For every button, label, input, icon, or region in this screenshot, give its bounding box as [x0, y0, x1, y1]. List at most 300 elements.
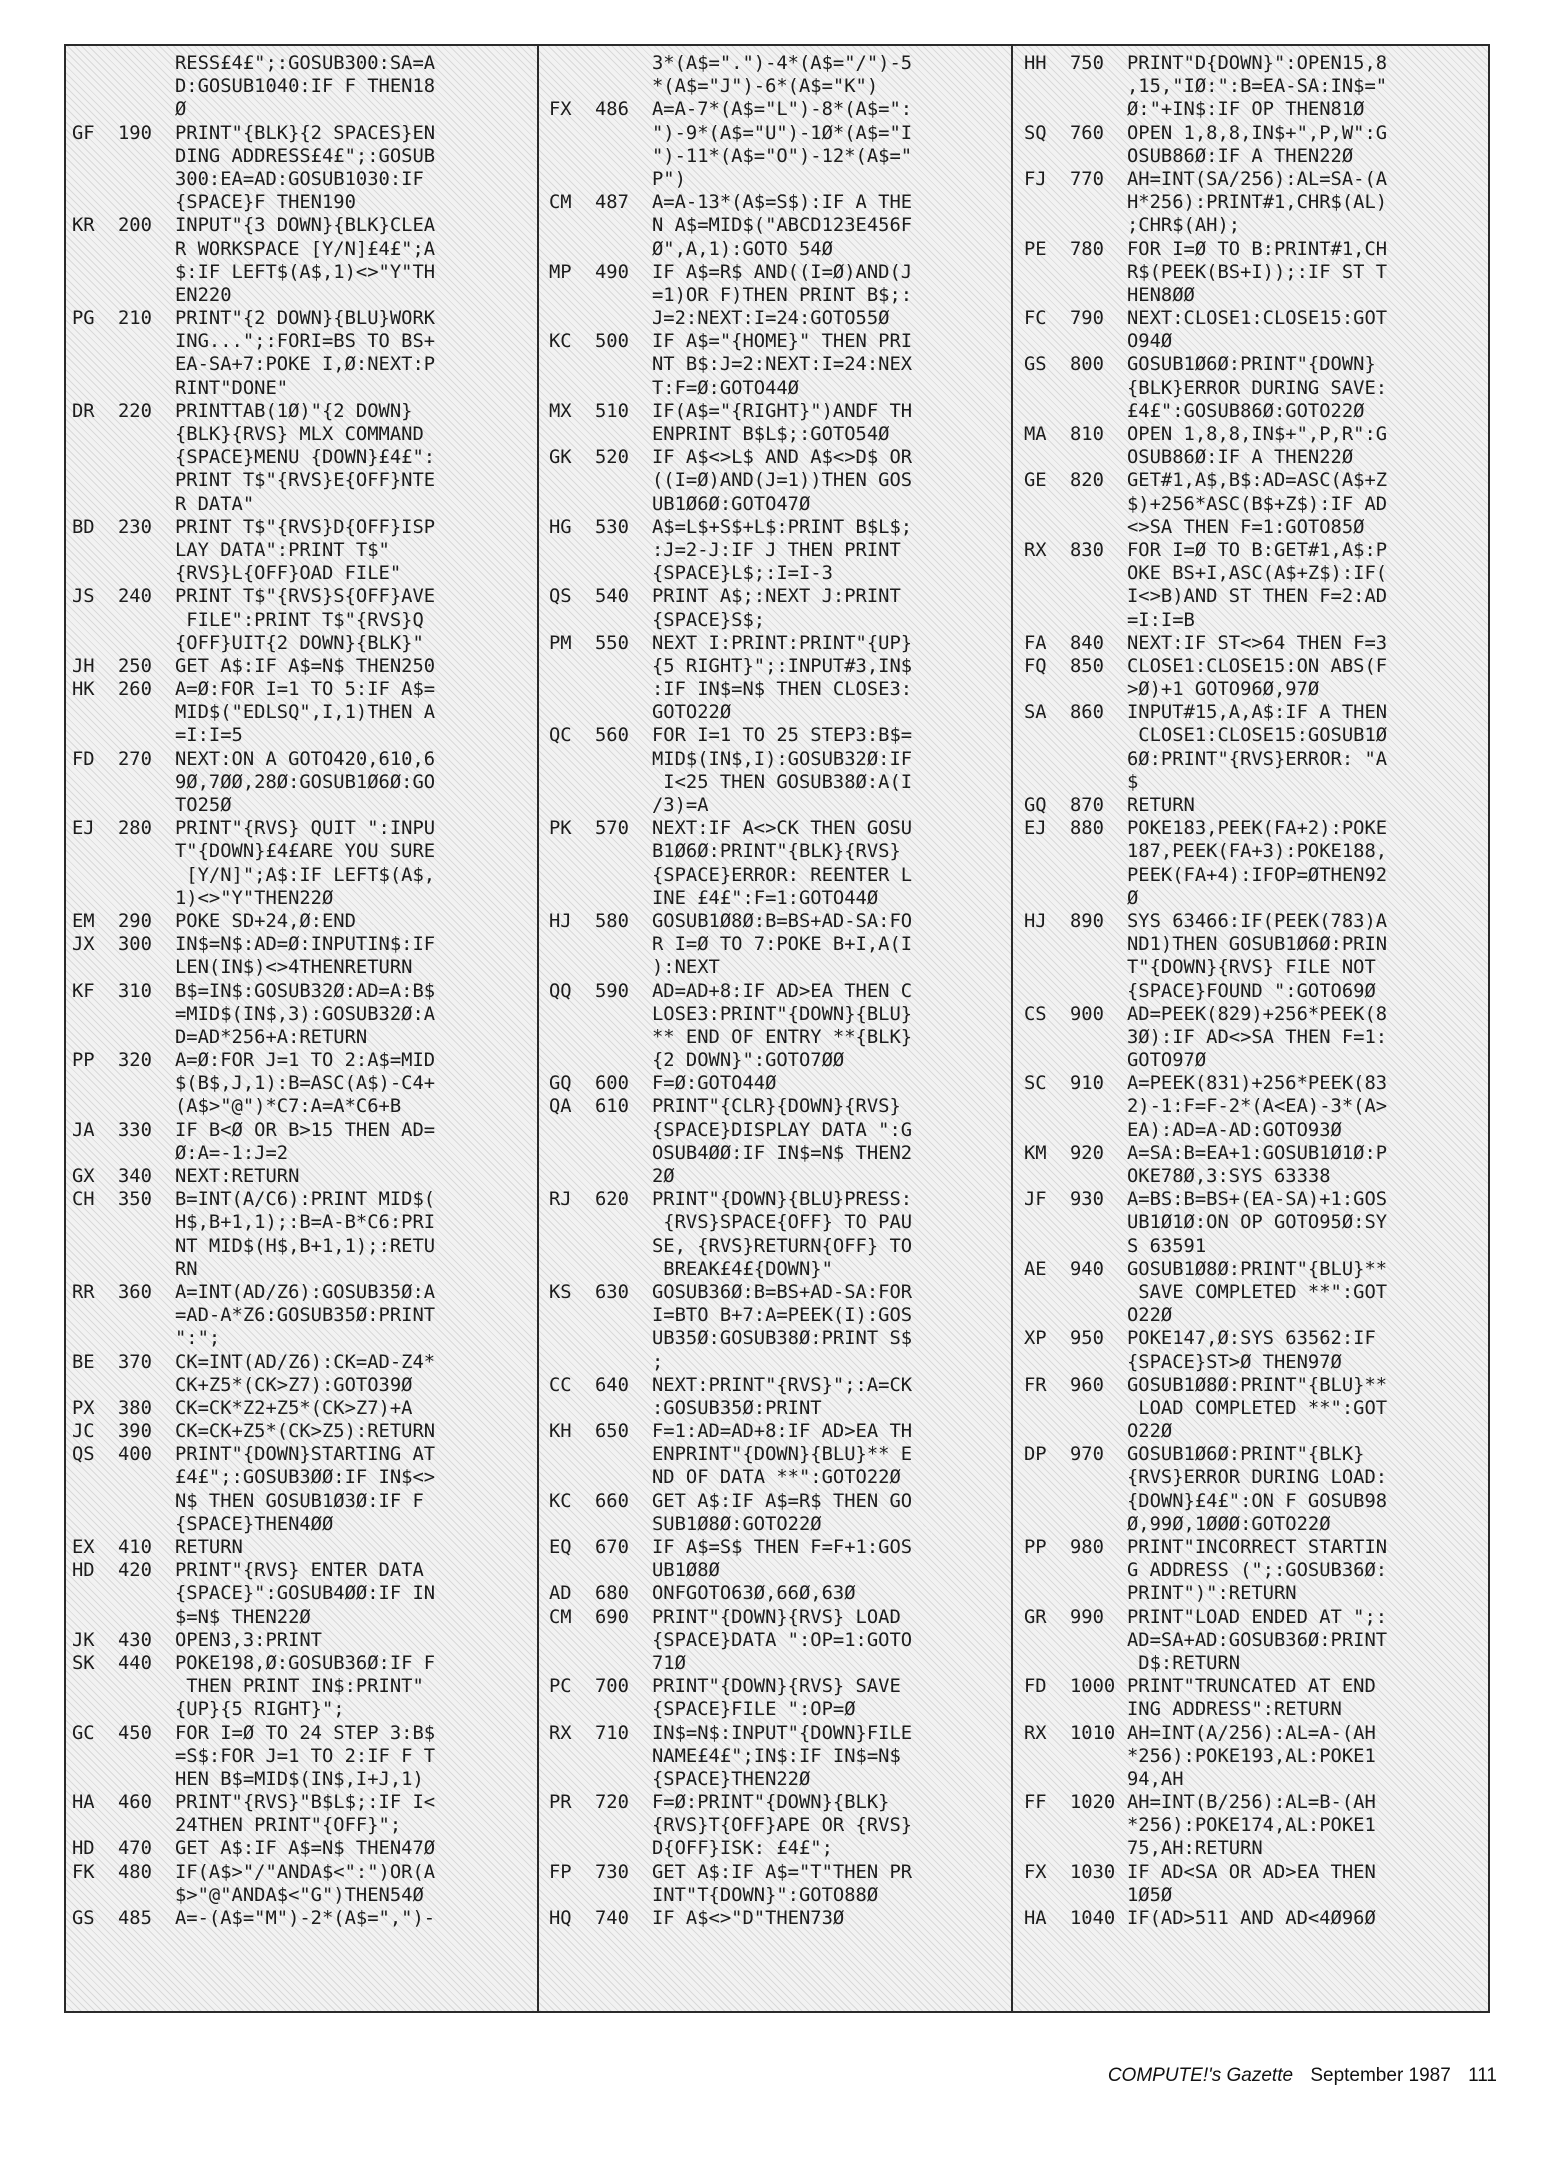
checksum-code: [549, 1026, 595, 1049]
code-line: [549, 817, 1001, 840]
code-text: FOR I=1 TO 25 STEP3:B$=: [652, 725, 913, 747]
line-number: [595, 1397, 652, 1420]
line-number: [118, 1142, 175, 1165]
checksum-code: GC: [72, 1722, 95, 1744]
code-text: BREAK£4£{DOWN}": [652, 1258, 833, 1280]
line-number: [1070, 1629, 1127, 1652]
code-text: :IF IN$=N$ THEN CLOSE3:: [652, 679, 913, 701]
line-number: [1070, 1513, 1127, 1536]
code-text: PRINT"D{DOWN}":OPEN15,8: [1127, 53, 1388, 74]
code-line: [1024, 261, 1484, 284]
code-text: INPUT#15,A,A$:IF A THEN: [1127, 702, 1388, 724]
checksum-code: [549, 1884, 595, 1907]
line-number: [1070, 1490, 1127, 1513]
checksum-code: [549, 933, 595, 956]
checksum-code: JC: [72, 1421, 95, 1443]
line-number: [595, 1884, 652, 1907]
code-text: F=Ø:PRINT"{DOWN}{BLK}: [652, 1792, 890, 1814]
line-number: 460: [118, 1792, 152, 1814]
line-number: [595, 1258, 652, 1281]
code-text: {DOWN}£4£":ON F GOSUB98: [1127, 1490, 1388, 1512]
code-text: $:IF LEFT$(A$,1)<>"Y"TH: [175, 261, 436, 283]
line-number: [595, 562, 652, 585]
checksum-code: [72, 1258, 118, 1281]
line-number: [595, 701, 652, 724]
code-line: [72, 1582, 524, 1605]
code-text: ING ADDRESS":RETURN: [1127, 1699, 1342, 1721]
line-number: [595, 1235, 652, 1258]
line-number: [118, 632, 175, 655]
code-text: $=N$ THEN22Ø: [175, 1606, 311, 1628]
line-number: 940: [1070, 1258, 1104, 1280]
code-text: ")-11*(A$="O")-12*(A$=": [652, 145, 913, 167]
code-text: GET A$:IF A$=N$ THEN47Ø: [175, 1838, 436, 1860]
code-line: [72, 933, 524, 956]
line-number: [118, 98, 175, 121]
line-number: [1070, 1211, 1127, 1234]
line-number: [1070, 145, 1127, 168]
code-text: 187,PEEK(FA+3):POKE188,: [1127, 841, 1388, 863]
line-number: 970: [1070, 1444, 1104, 1466]
code-line: [1024, 1304, 1484, 1327]
line-number: [595, 469, 652, 492]
code-line: [549, 1443, 1001, 1466]
line-number: 780: [1070, 238, 1104, 260]
line-number: [595, 168, 652, 191]
checksum-code: GS: [1024, 354, 1047, 376]
code-text: EA):AD=A-AD:GOTO93Ø: [1127, 1119, 1342, 1141]
code-text: LAY DATA":PRINT T$": [175, 539, 390, 561]
code-line: [1024, 1258, 1484, 1281]
checksum-code: GF: [72, 122, 95, 144]
code-line: [72, 284, 524, 307]
checksum-code: JH: [72, 655, 95, 677]
code-line: [72, 1281, 524, 1304]
line-number: 800: [1070, 354, 1104, 376]
line-number: [1070, 1095, 1127, 1118]
code-text: S 63591: [1127, 1235, 1207, 1257]
line-number: 370: [118, 1351, 152, 1373]
checksum-code: KR: [72, 215, 95, 237]
checksum-code: BD: [72, 516, 95, 538]
line-number: [595, 887, 652, 910]
line-number: [1070, 1698, 1127, 1721]
line-number: [118, 1768, 175, 1791]
line-number: [595, 655, 652, 678]
code-text: SAVE COMPLETED **":GOT: [1127, 1281, 1388, 1303]
code-text: IN$=N$:INPUT"{DOWN}FILE: [652, 1722, 913, 1744]
checksum-code: [1024, 1629, 1070, 1652]
checksum-code: EM: [72, 910, 95, 932]
checksum-code: [72, 261, 118, 284]
code-line: [1024, 1490, 1484, 1513]
code-text: AH=INT(B/256):AL=B-(AH: [1127, 1792, 1376, 1814]
code-text: LOAD COMPLETED **":GOT: [1127, 1397, 1388, 1419]
line-number: [595, 1351, 652, 1374]
line-number: 220: [118, 400, 152, 422]
code-text: Ø:"+IN$:IF OP THEN81Ø: [1127, 99, 1365, 121]
code-line: [72, 446, 524, 469]
code-line: [72, 191, 524, 214]
line-number: 230: [118, 516, 152, 538]
code-text: PRINTTAB(1Ø)"{2 DOWN}: [175, 400, 413, 422]
checksum-code: [549, 1397, 595, 1420]
code-line: [72, 1884, 524, 1907]
code-line: [72, 1351, 524, 1374]
checksum-code: [1024, 1165, 1070, 1188]
code-line: [1024, 284, 1484, 307]
code-line: [549, 1119, 1001, 1142]
code-line: [72, 145, 524, 168]
code-line: [549, 168, 1001, 191]
line-number: [118, 1513, 175, 1536]
page-footer: [1096, 2065, 1497, 2087]
checksum-code: [1024, 1049, 1070, 1072]
checksum-code: [72, 377, 118, 400]
line-number: 650: [595, 1421, 629, 1443]
code-line: [549, 469, 1001, 492]
code-text: H$,B+1,1);:B=A-B*C6:PRI: [175, 1212, 436, 1234]
checksum-code: [72, 493, 118, 516]
checksum-code: JF: [1024, 1189, 1047, 1211]
code-line: [549, 493, 1001, 516]
checksum-code: [1024, 1211, 1070, 1234]
line-number: 270: [118, 748, 152, 770]
checksum-code: [549, 1443, 595, 1466]
code-text: TO25Ø: [175, 795, 232, 816]
checksum-code: [72, 1095, 118, 1118]
code-line: [1024, 1884, 1484, 1907]
code-line: [549, 52, 1001, 75]
code-text: =I:I=5: [175, 725, 243, 747]
code-text: MID$(IN$,I):GOSUB32Ø:IF: [652, 748, 913, 770]
checksum-code: [549, 748, 595, 771]
line-number: [1070, 933, 1127, 956]
line-number: 950: [1070, 1328, 1104, 1350]
checksum-code: [1024, 1466, 1070, 1489]
code-text: FOR I=Ø TO B:GET#1,A$:P: [1127, 539, 1388, 561]
checksum-code: [72, 1003, 118, 1026]
code-text: 71Ø: [652, 1652, 686, 1674]
checksum-code: FX: [1024, 1861, 1047, 1883]
code-text: LEN(IN$)<>4THENRETURN: [175, 957, 413, 979]
checksum-code: FC: [1024, 308, 1047, 330]
line-number: [1070, 1837, 1127, 1860]
code-line: [72, 1490, 524, 1513]
code-text: THEN PRINT IN$:PRINT": [175, 1676, 424, 1698]
checksum-code: MX: [549, 400, 572, 422]
line-number: 1040: [1070, 1908, 1116, 1929]
code-line: [72, 724, 524, 747]
line-number: [595, 493, 652, 516]
code-text: N A$=MID$("ABCD123E456F: [652, 215, 913, 237]
code-text: GOSUB1Ø6Ø:PRINT"{BLK}: [1127, 1444, 1365, 1466]
checksum-code: RJ: [549, 1189, 572, 1211]
code-line: [72, 956, 524, 979]
checksum-code: [549, 353, 595, 376]
code-line: [72, 238, 524, 261]
checksum-code: [1024, 377, 1070, 400]
code-text: OPEN 1,8,8,IN$+",P,R":G: [1127, 424, 1388, 445]
code-line: [72, 609, 524, 632]
code-text: NT B$:J=2:NEXT:I=24:NEX: [652, 354, 913, 376]
line-number: 190: [118, 122, 152, 144]
line-number: [595, 933, 652, 956]
code-text: HEN8ØØ: [1127, 284, 1195, 306]
line-number: [118, 52, 175, 75]
line-number: 980: [1070, 1537, 1104, 1558]
code-text: {BLK}ERROR DURING SAVE:: [1127, 377, 1388, 399]
line-number: 700: [595, 1676, 629, 1698]
code-line: [549, 214, 1001, 237]
checksum-code: FA: [1024, 632, 1047, 654]
checksum-code: CM: [549, 1606, 572, 1628]
code-line: [72, 539, 524, 562]
code-line: [72, 1142, 524, 1165]
line-number: 830: [1070, 539, 1104, 561]
code-text: ING...";:FORI=BS TO BS+: [175, 331, 436, 353]
checksum-code: [549, 423, 595, 446]
code-text: POKE183,PEEK(FA+2):POKE: [1127, 818, 1388, 840]
checksum-code: [1024, 1582, 1070, 1605]
code-text: PRINT")":RETURN: [1127, 1583, 1297, 1605]
code-text: T"{DOWN}£4£ARE YOU SURE: [175, 841, 436, 863]
code-text: O94Ø: [1127, 331, 1173, 353]
code-text: IF A$="{HOME}" THEN PRI: [652, 331, 913, 353]
line-number: [118, 493, 175, 516]
line-number: [118, 1884, 175, 1907]
code-line: [72, 1304, 524, 1327]
line-number: [1070, 1351, 1127, 1374]
code-text: ")-9*(A$="U")-1Ø*(A$="I: [652, 122, 913, 144]
line-number: [1070, 840, 1127, 863]
checksum-code: [72, 145, 118, 168]
code-text: ,15,"IØ:":B=EA-SA:IN$=": [1127, 76, 1388, 98]
code-text: Ø",A,1):GOTO 54Ø: [652, 238, 833, 260]
code-line: [549, 678, 1001, 701]
checksum-code: BE: [72, 1351, 95, 1373]
code-text: B$=IN$:GOSUB32Ø:AD=A:B$: [175, 980, 436, 1002]
line-number: [118, 1582, 175, 1605]
line-number: [595, 1559, 652, 1582]
code-text: PRINT T$"{RVS}D{OFF}ISP: [175, 516, 436, 538]
line-number: [118, 701, 175, 724]
checksum-code: [549, 701, 595, 724]
checksum-code: GE: [1024, 470, 1047, 492]
code-line: [549, 1072, 1001, 1095]
checksum-code: [1024, 585, 1070, 608]
line-number: 485: [118, 1908, 152, 1929]
code-text: 300:EA=AD:GOSUB1030:IF: [175, 168, 424, 190]
code-line: [72, 840, 524, 863]
checksum-code: [1024, 562, 1070, 585]
checksum-code: [72, 1698, 118, 1721]
code-text: AH=INT(A/256):AL=A-(AH: [1127, 1722, 1376, 1744]
code-text: NEXT:ON A GOTO420,610,6: [175, 748, 436, 770]
checksum-code: CM: [549, 192, 572, 214]
checksum-code: RX: [549, 1722, 572, 1744]
line-number: 290: [118, 910, 152, 932]
code-text: PRINT A$;:NEXT J:PRINT: [652, 586, 901, 608]
code-line: [549, 1351, 1001, 1374]
checksum-code: PM: [549, 632, 572, 654]
code-line: [1024, 1119, 1484, 1142]
checksum-code: PR: [549, 1792, 572, 1814]
code-text: SE, {RVS}RETURN{OFF} TO: [652, 1235, 913, 1257]
code-text: POKE198,Ø:GOSUB36Ø:IF F: [175, 1652, 436, 1674]
checksum-code: [549, 1745, 595, 1768]
code-line: [72, 330, 524, 353]
line-number: [595, 307, 652, 330]
code-text: 94,AH: [1127, 1768, 1184, 1790]
checksum-code: HA: [72, 1792, 95, 1814]
code-text: 75,AH:RETURN: [1127, 1838, 1263, 1860]
code-line: [72, 400, 524, 423]
code-text: $)+256*ASC(B$+Z$):IF AD: [1127, 493, 1388, 515]
code-text: GOSUB1Ø8Ø:PRINT"{BLU}**: [1127, 1374, 1388, 1396]
line-number: [1070, 516, 1127, 539]
code-line: [1024, 771, 1484, 794]
code-text: AH=INT(SA/256):AL=SA-(A: [1127, 168, 1388, 190]
code-line: [72, 1791, 524, 1814]
code-text: SUB1Ø8Ø:GOTO22Ø: [652, 1513, 822, 1535]
code-line: [72, 1258, 524, 1281]
checksum-code: MP: [549, 261, 572, 283]
code-line: [1024, 539, 1484, 562]
code-line: [1024, 214, 1484, 237]
code-line: [1024, 1003, 1484, 1026]
checksum-code: [72, 609, 118, 632]
line-number: [1070, 446, 1127, 469]
line-number: 540: [595, 586, 629, 608]
checksum-code: [549, 1768, 595, 1791]
line-number: [1070, 864, 1127, 887]
checksum-code: KS: [549, 1281, 572, 1303]
checksum-code: DR: [72, 400, 95, 422]
line-number: 840: [1070, 632, 1104, 654]
line-number: 900: [1070, 1003, 1104, 1025]
line-number: [595, 1211, 652, 1234]
checksum-code: [1024, 1095, 1070, 1118]
line-number: 560: [595, 725, 629, 747]
code-line: [1024, 1026, 1484, 1049]
checksum-code: [1024, 1235, 1070, 1258]
line-number: 487: [595, 192, 629, 214]
checksum-code: [72, 1072, 118, 1095]
code-text: {SPACE}DATA ":OP=1:GOTO: [652, 1629, 913, 1651]
code-text: PRINT"{DOWN}{BLU}PRESS:: [652, 1189, 913, 1211]
code-text: <>SA THEN F=1:GOTO85Ø: [1127, 516, 1365, 538]
code-line: [549, 887, 1001, 910]
code-text: PRINT"LOAD ENDED AT ";:: [1127, 1606, 1388, 1628]
code-text: D$:RETURN: [1127, 1652, 1241, 1674]
line-number: [118, 75, 175, 98]
line-number: 670: [595, 1537, 629, 1558]
code-line: [1024, 701, 1484, 724]
checksum-code: [1024, 400, 1070, 423]
listing-column-2: [549, 52, 1001, 2005]
code-line: [72, 1698, 524, 1721]
line-number: [1070, 400, 1127, 423]
checksum-code: [1024, 933, 1070, 956]
code-text: G ADDRESS (";:GOSUB36Ø:: [1127, 1560, 1388, 1582]
line-number: 890: [1070, 910, 1104, 932]
line-number: 340: [118, 1166, 152, 1187]
code-line: [72, 980, 524, 1003]
code-text: A=Ø:FOR I=1 TO 5:IF A$=: [175, 679, 436, 701]
checksum-code: FJ: [1024, 168, 1047, 190]
line-number: 390: [118, 1421, 152, 1443]
line-number: 630: [595, 1281, 629, 1303]
checksum-code: SC: [1024, 1073, 1047, 1095]
line-number: [118, 1606, 175, 1629]
code-line: [72, 701, 524, 724]
code-text: {SPACE}THEN22Ø: [652, 1768, 811, 1790]
code-line: [549, 1837, 1001, 1860]
checksum-code: GX: [72, 1166, 95, 1187]
code-line: [72, 1327, 524, 1350]
checksum-code: [72, 956, 118, 979]
code-text: (A$>"@")*C7:A=A*C6+B: [175, 1096, 402, 1118]
code-text: {UP}{5 RIGHT}";: [175, 1699, 345, 1721]
line-number: [1070, 748, 1127, 771]
code-line: [549, 794, 1001, 817]
line-number: [595, 748, 652, 771]
code-line: [1024, 1351, 1484, 1374]
checksum-code: [549, 168, 595, 191]
checksum-code: [72, 1490, 118, 1513]
line-number: [1070, 75, 1127, 98]
checksum-code: [549, 609, 595, 632]
checksum-code: [549, 52, 595, 75]
line-number: 860: [1070, 702, 1104, 724]
checksum-code: [72, 840, 118, 863]
checksum-code: CH: [72, 1189, 95, 1211]
code-line: [549, 1188, 1001, 1211]
code-line: [1024, 562, 1484, 585]
checksum-code: [549, 794, 595, 817]
code-line: [549, 261, 1001, 284]
code-text: GOTO22Ø: [652, 702, 732, 724]
code-line: [72, 1235, 524, 1258]
code-text: IF A$<>"D"THEN73Ø: [652, 1908, 845, 1929]
code-text: PRINT T$"{RVS}E{OFF}NTE: [175, 470, 436, 492]
line-number: [595, 214, 652, 237]
code-line: [549, 632, 1001, 655]
checksum-code: SA: [1024, 702, 1047, 724]
line-number: [1070, 214, 1127, 237]
code-line: [1024, 1443, 1484, 1466]
code-line: [1024, 1165, 1484, 1188]
code-text: £4£":GOSUB86Ø:GOTO22Ø: [1127, 400, 1365, 422]
code-line: [1024, 609, 1484, 632]
code-text: R DATA": [175, 493, 255, 515]
checksum-code: [1024, 887, 1070, 910]
code-line: [1024, 933, 1484, 956]
code-line: [549, 1861, 1001, 1884]
line-number: [1070, 956, 1127, 979]
line-number: [1070, 724, 1127, 747]
code-line: [1024, 98, 1484, 121]
checksum-code: [72, 864, 118, 887]
code-line: [549, 980, 1001, 1003]
code-text: ((I=Ø)AND(J=1))THEN GOS: [652, 470, 913, 492]
checksum-code: [1024, 330, 1070, 353]
line-number: [118, 1698, 175, 1721]
code-text: {RVS}T{OFF}APE OR {RVS}: [652, 1815, 913, 1837]
code-text: PRINT"{RVS}"B$L$;:IF I<: [175, 1792, 436, 1814]
code-line: [72, 52, 524, 75]
